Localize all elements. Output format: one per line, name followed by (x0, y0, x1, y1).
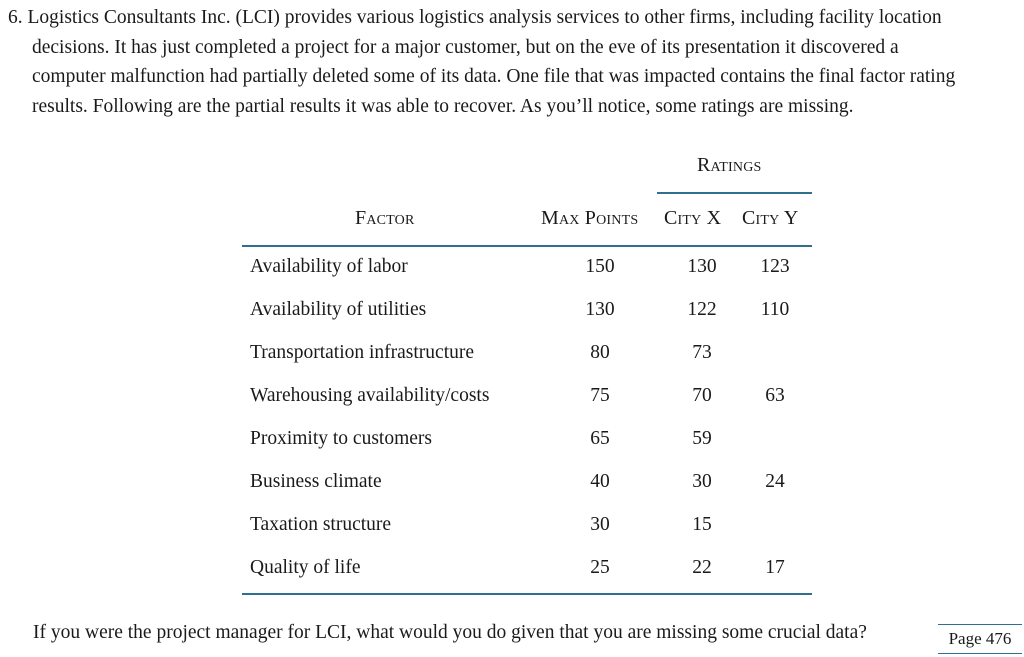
table-row (0, 514, 1024, 544)
city-y-cell: 17 (765, 557, 785, 578)
factor-cell: Transportation infrastructure (250, 342, 475, 363)
ratings-rule (657, 192, 812, 194)
problem-statement (8, 3, 1020, 121)
max-points-cell: 130 (585, 299, 615, 320)
table-row (0, 471, 1024, 501)
problem-line: results. Following are the partial results it was able to recover. As you’ll notice, some ratings are missing. (32, 95, 854, 117)
factor-cell: Business climate (250, 471, 382, 492)
page-number: Page 476 (938, 624, 1022, 654)
table-row (0, 428, 1024, 458)
max-points-cell: 65 (590, 428, 610, 449)
factor-cell: Warehousing availability/costs (250, 385, 490, 406)
table-row (0, 256, 1024, 286)
factor-cell: Availability of utilities (250, 299, 427, 320)
table-row (0, 299, 1024, 329)
table-row (0, 557, 1024, 587)
ratings-header: Ratings (697, 154, 762, 176)
city-x-cell: 122 (687, 299, 717, 320)
city-y-cell: 110 (760, 299, 790, 320)
max-points-cell: 40 (590, 471, 610, 492)
city-x-cell: 73 (692, 342, 712, 363)
max-points-cell: 30 (590, 514, 610, 535)
problem-line: computer malfunction had partially deleted some of its data. One file that was impacted contains the final factor rating (32, 66, 956, 87)
max-points-cell: 25 (590, 557, 610, 578)
city-y-cell: 24 (765, 471, 785, 492)
table-bottom-rule (242, 593, 812, 595)
city-x-cell: 70 (692, 385, 712, 406)
city-y-cell: 63 (765, 385, 785, 406)
city-x-cell: 22 (692, 557, 712, 578)
max-points-cell: 80 (590, 342, 610, 363)
problem-line: 6. Logistics Consultants Inc. (LCI) provides various logistics analysis services to other firms, including facility location (8, 7, 942, 28)
question-text: If you were the project manager for LCI, what would you do given that you are missing some crucial data? (33, 622, 867, 643)
max-points-cell: 75 (590, 385, 610, 406)
header-rule (242, 245, 812, 247)
factor-cell: Proximity to customers (250, 428, 432, 449)
city-x-cell: 130 (687, 256, 717, 277)
table-row (0, 385, 1024, 415)
city-y-cell: 123 (760, 256, 790, 277)
factor-cell: Taxation structure (250, 514, 392, 535)
max-points-cell: 150 (585, 256, 615, 277)
city-x-cell: 30 (692, 471, 712, 492)
factor-cell: Quality of life (250, 557, 361, 578)
city-x-cell: 59 (692, 428, 712, 449)
city-x-cell: 15 (692, 514, 712, 535)
city-y-header: City Y (742, 207, 799, 229)
factor-header: Factor (355, 207, 415, 229)
problem-line: decisions. It has just completed a project for a major customer, but on the eve of its presentation it discovered a (32, 36, 899, 58)
city-x-header: City X (664, 207, 722, 229)
max-points-header: Max Points (541, 207, 639, 229)
factor-cell: Availability of labor (250, 256, 408, 277)
table-row (0, 342, 1024, 372)
